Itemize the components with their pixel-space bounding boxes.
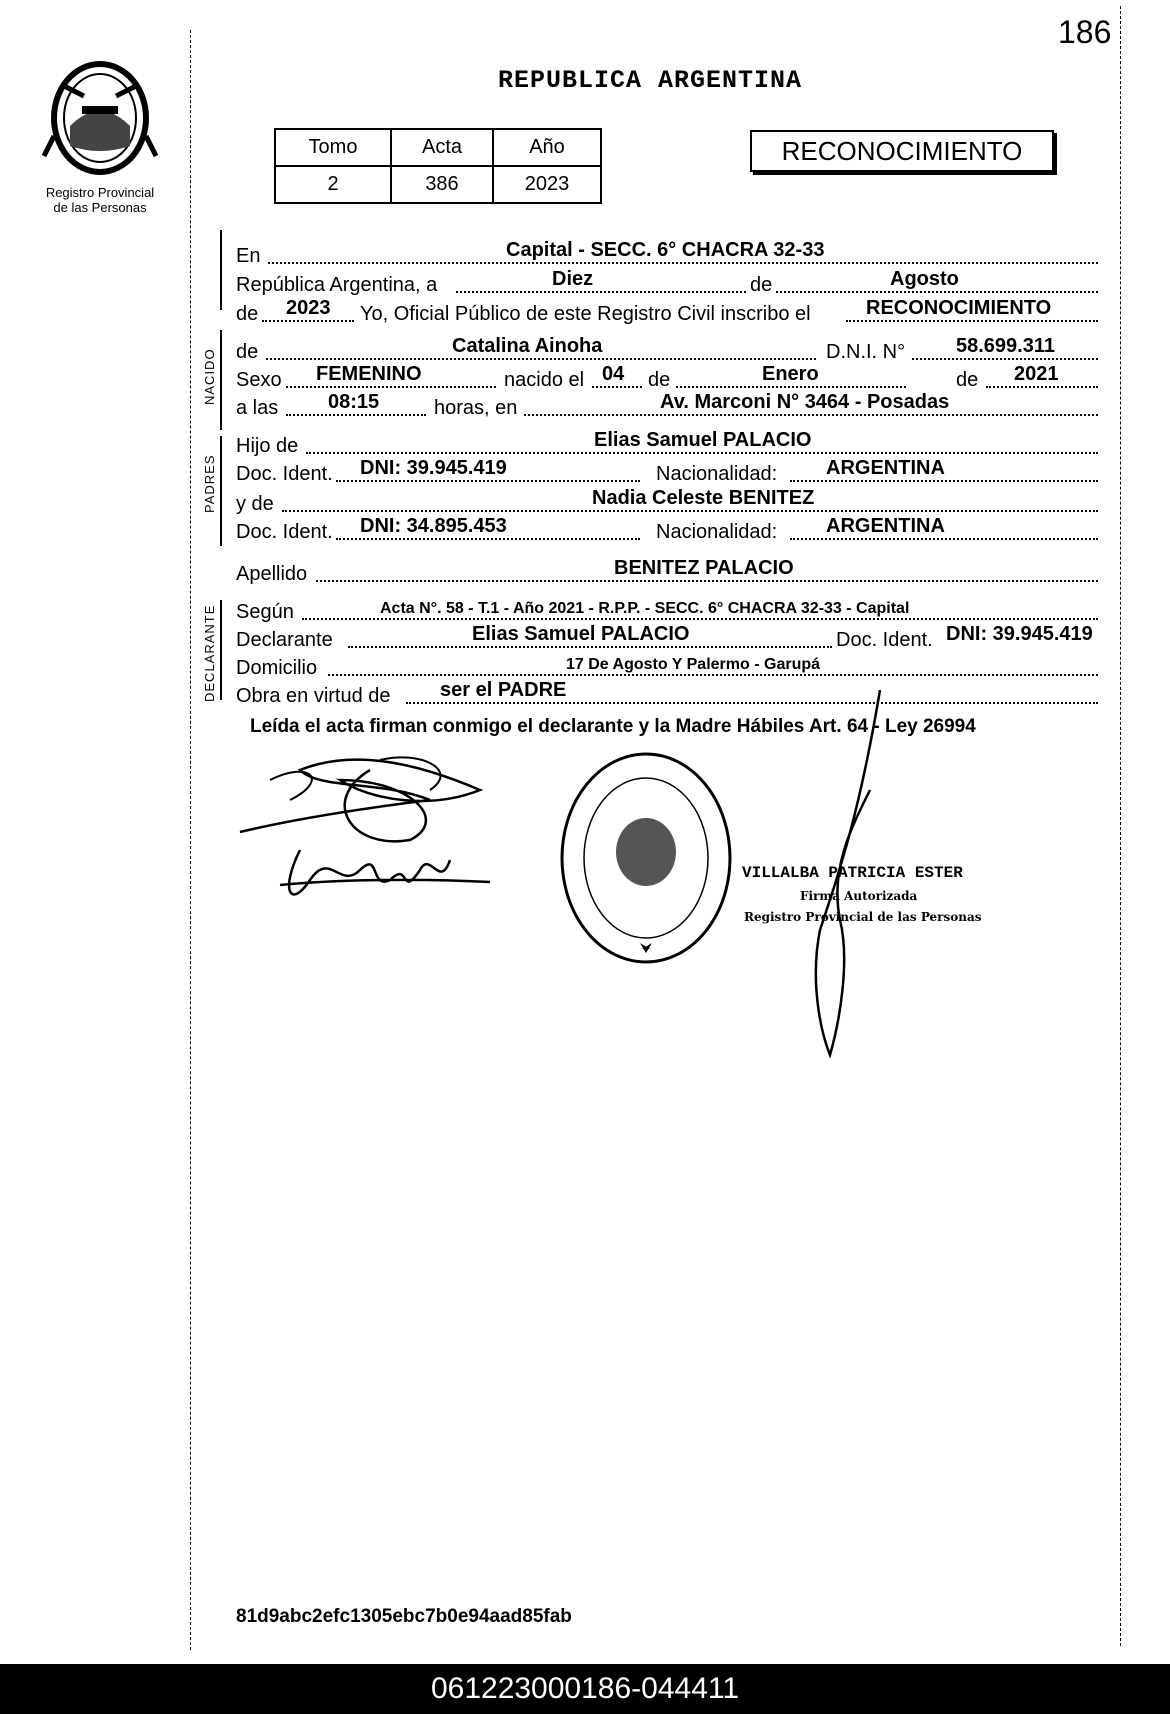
dotted-line — [790, 538, 1098, 540]
sexo-label: Sexo — [236, 369, 282, 391]
anio-value: 2023 — [493, 166, 601, 203]
hijo-label: Hijo de — [236, 435, 299, 457]
registry-table — [274, 128, 602, 204]
de-label-3: de — [236, 341, 259, 363]
en-label: En — [236, 245, 261, 267]
nacido-label: nacido el — [504, 369, 585, 391]
doc-label-2: Doc. Ident. — [236, 521, 333, 543]
dotted-line — [286, 386, 496, 388]
apellido-label: Apellido — [236, 563, 308, 585]
section-bar — [220, 600, 222, 700]
padre-doc-value: DNI: 39.945.419 — [360, 457, 507, 479]
segun-value: Acta N°. 58 - T.1 - Año 2021 - R.P.P. - SECC. 6° CHACRA 32-33 - Capital — [380, 600, 910, 617]
document-hash: 81d9abc2efc1305ebc7b0e94aad85fab — [236, 1606, 572, 1627]
logo-caption-line2: de las Personas — [53, 200, 147, 215]
section-bar — [220, 230, 222, 310]
declarante-label: Declarante — [236, 629, 333, 651]
section-label-declarante: DECLARANTE — [202, 604, 217, 702]
row-padre — [236, 428, 1100, 458]
left-margin-line — [190, 30, 191, 1650]
official-seal-icon — [556, 748, 736, 968]
lugar-value: Av. Marconi N° 3464 - Posadas — [660, 391, 950, 413]
dia-value: Diez — [552, 268, 594, 290]
row-domicilio — [236, 650, 1100, 680]
obra-value: ser el PADRE — [440, 679, 567, 701]
nac-dia-value: 04 — [602, 363, 625, 385]
alas-label: a las — [236, 397, 279, 419]
obra-label: Obra en virtud de — [236, 685, 391, 707]
row-madre-doc — [236, 514, 1100, 544]
row-segun — [236, 594, 1100, 624]
madre-doc-value: DNI: 34.895.453 — [360, 515, 507, 537]
row-inscripcion — [236, 296, 1100, 326]
de-label: de — [750, 274, 773, 296]
document-title: REPUBLICA ARGENTINA — [497, 66, 803, 95]
closing-statement: Leída el acta firman conmigo el declarante y la Madre Hábiles Art. 64 - Ley 26994 — [250, 716, 976, 737]
official-role: Firma Autorizada — [800, 889, 918, 903]
doc-label-3: Doc. Ident. — [836, 629, 933, 651]
apellido-value: BENITEZ PALACIO — [614, 557, 794, 579]
dotted-line — [790, 480, 1098, 482]
padre-value: Elias Samuel PALACIO — [594, 429, 812, 451]
dotted-line — [846, 320, 1098, 322]
nacionalidad-label: Nacionalidad: — [656, 463, 778, 485]
acta-header: Acta — [391, 129, 493, 166]
row-obra — [236, 678, 1100, 708]
row-declarante — [236, 622, 1100, 652]
provincial-logo — [34, 56, 166, 215]
dotted-line — [268, 262, 1098, 264]
dotted-line — [328, 674, 1098, 676]
dotted-line — [262, 320, 354, 322]
dotted-line — [282, 510, 1098, 512]
row-sexo — [236, 362, 1100, 392]
domicilio-label: Domicilio — [236, 657, 318, 679]
de-label-2: de — [236, 303, 259, 325]
yde-label: y de — [236, 493, 274, 515]
tomo-header: Tomo — [275, 129, 391, 166]
dni-value: 58.699.311 — [956, 335, 1055, 357]
dotted-line — [336, 480, 640, 482]
signature-madre — [270, 830, 500, 920]
padre-nac-value: ARGENTINA — [826, 457, 945, 479]
dotted-line — [912, 358, 1098, 360]
nacionalidad-label-2: Nacionalidad: — [656, 521, 778, 543]
dotted-line — [286, 414, 426, 416]
nac-mes-value: Enero — [762, 363, 819, 385]
de-label-5: de — [956, 369, 979, 391]
logo-caption-line1: Registro Provincial — [45, 185, 155, 200]
dotted-line — [348, 646, 832, 648]
page-number: 186 — [1058, 14, 1112, 50]
dotted-line — [316, 580, 1098, 582]
domicilio-value: 17 De Agosto Y Palermo - Garupá — [566, 656, 821, 673]
section-bar — [220, 436, 222, 546]
dotted-line — [986, 386, 1098, 388]
tipo-value: RECONOCIMIENTO — [866, 297, 1052, 319]
section-bar — [220, 330, 222, 430]
declarante-value: Elias Samuel PALACIO — [472, 623, 690, 645]
republica-label: República Argentina, a — [236, 274, 438, 296]
dotted-line — [302, 618, 1098, 620]
section-label-padres: PADRES — [202, 454, 217, 513]
madre-nac-value: ARGENTINA — [826, 515, 945, 537]
dotted-line — [306, 452, 1098, 454]
acta-value: 386 — [391, 166, 493, 203]
row-apellido — [236, 556, 1100, 586]
dotted-line — [776, 291, 1098, 293]
dotted-line — [456, 291, 746, 293]
row-madre — [236, 486, 1100, 516]
yo-label: Yo, Oficial Público de este Registro Civil inscribo el — [360, 303, 811, 325]
dotted-line — [592, 386, 642, 388]
horas-label: horas, en — [434, 397, 518, 419]
dotted-line — [676, 386, 906, 388]
sexo-value: FEMENINO — [316, 363, 422, 385]
madre-value: Nadia Celeste BENITEZ — [592, 487, 815, 509]
dotted-line — [336, 538, 640, 540]
section-label-nacido: NACIDO — [202, 348, 217, 405]
dotted-line — [406, 702, 1098, 704]
misiones-emblem-icon — [34, 56, 166, 176]
de-label-4: de — [648, 369, 671, 391]
en-value: Capital - SECC. 6° CHACRA 32-33 — [506, 239, 825, 261]
mes-value: Agosto — [890, 268, 959, 290]
official-office: Registro Provincial de las Personas — [744, 910, 982, 924]
row-en — [236, 238, 1100, 268]
row-fecha — [236, 267, 1100, 297]
hora-value: 08:15 — [328, 391, 380, 413]
row-hora-lugar — [236, 390, 1100, 420]
dotted-line — [266, 358, 816, 360]
dni-label: D.N.I. N° — [826, 341, 906, 363]
nac-anio-value: 2021 — [1014, 363, 1059, 385]
dotted-line — [524, 414, 1098, 416]
segun-label: Según — [236, 601, 294, 623]
row-nombre — [236, 334, 1100, 364]
tomo-value: 2 — [275, 166, 391, 203]
barcode-number: 061223000186-044411 — [0, 1664, 1170, 1714]
official-name: VILLALBA PATRICIA ESTER — [742, 864, 963, 882]
row-padre-doc — [236, 456, 1100, 486]
nombre-value: Catalina Ainoha — [452, 335, 603, 357]
act-type-box: RECONOCIMIENTO — [750, 130, 1054, 172]
anio-header: Año — [493, 129, 601, 166]
declarante-doc-value: DNI: 39.945.419 — [946, 623, 1093, 645]
right-margin-line — [1120, 6, 1121, 1646]
anio-inscripcion-value: 2023 — [286, 297, 331, 319]
doc-label: Doc. Ident. — [236, 463, 333, 485]
